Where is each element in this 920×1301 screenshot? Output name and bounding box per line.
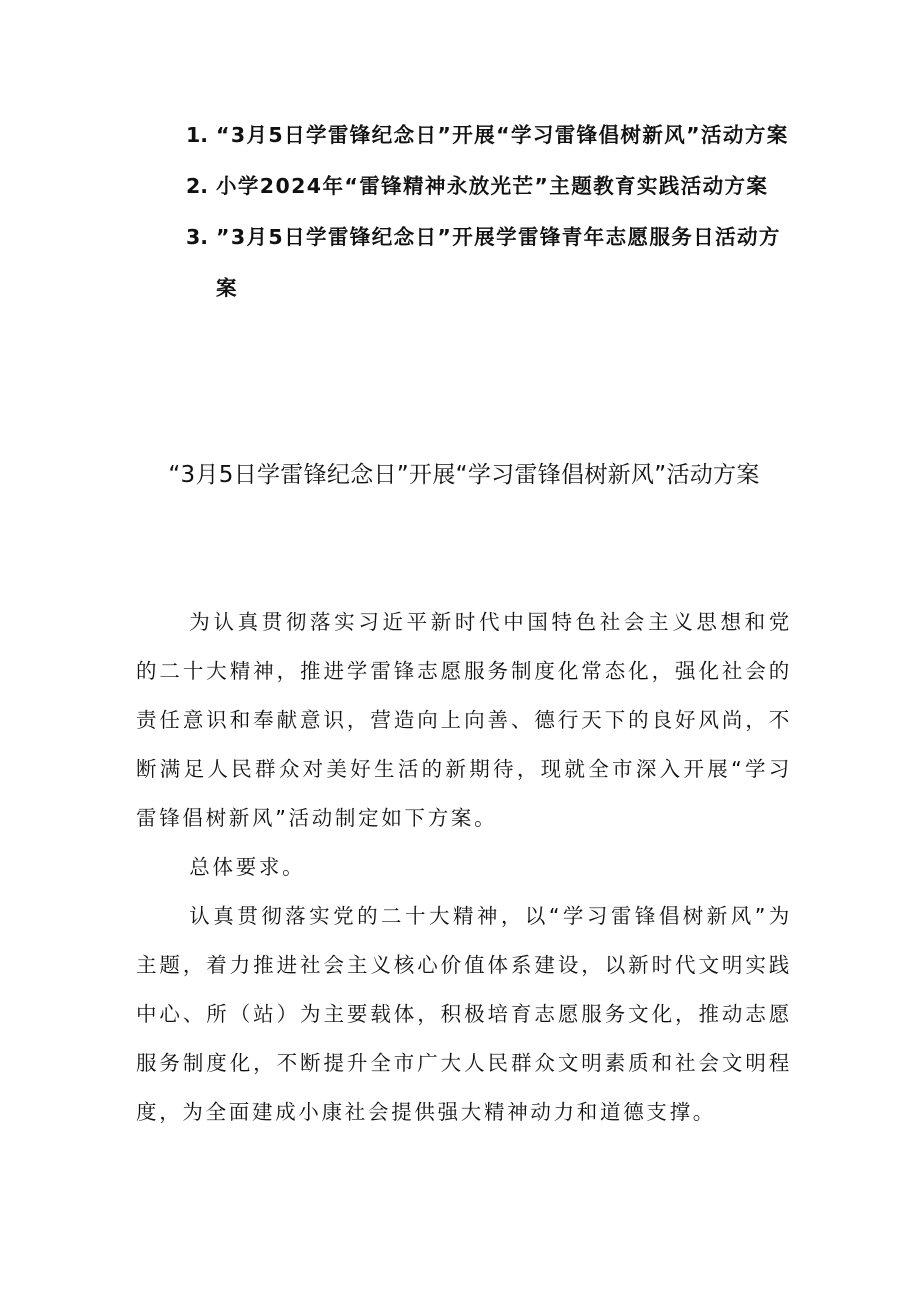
table-of-contents xyxy=(186,110,792,314)
toc-text: “3月5日学雷锋纪念日”开展“学习雷锋倡树新风”活动方案 xyxy=(216,123,789,147)
body-paragraph: 总体要求。 xyxy=(189,855,306,879)
toc-number: 1. xyxy=(186,123,209,147)
toc-number: 2. xyxy=(186,174,209,198)
body-paragraph: 认真贯彻落实党的二十大精神，以“学习雷锋倡树新风”为主题，着力推进社会主义核心价值体系建设，以新时代文明实践中心、所（站）为主要载体，积极培育志愿服务文化，推动志愿服务制度化，不断提升全市广大人民群众文明素质和社会文明程度，为全面建成小康社会提供强大精神动力和道德支撑。 xyxy=(136,904,792,1124)
toc-text: 小学2024年“雷锋精神永放光芒”主题教育实践活动方案 xyxy=(216,174,769,198)
toc-item-3 xyxy=(186,212,792,314)
toc-item-2 xyxy=(186,161,792,212)
body-paragraph: 为认真贯彻落实习近平新时代中国特色社会主义思想和党的二十大精神，推进学雷锋志愿服务制度化常态化，强化社会的责任意识和奉献意识，营造向上向善、德行天下的良好风尚，不断满足人民群众对美好生活的新期待，现就全市深入开展“学习雷锋倡树新风”活动制定如下方案。 xyxy=(136,610,792,830)
toc-item-1 xyxy=(186,110,792,161)
document-body xyxy=(136,598,792,1137)
document-title: “3月5日学雷锋纪念日”开展“学习雷锋倡树新风”活动方案 xyxy=(168,462,760,488)
toc-number: 3. xyxy=(186,225,209,249)
toc-text: ”3月5日学雷锋纪念日”开展学雷锋青年志愿服务日活动方案 xyxy=(216,225,781,300)
